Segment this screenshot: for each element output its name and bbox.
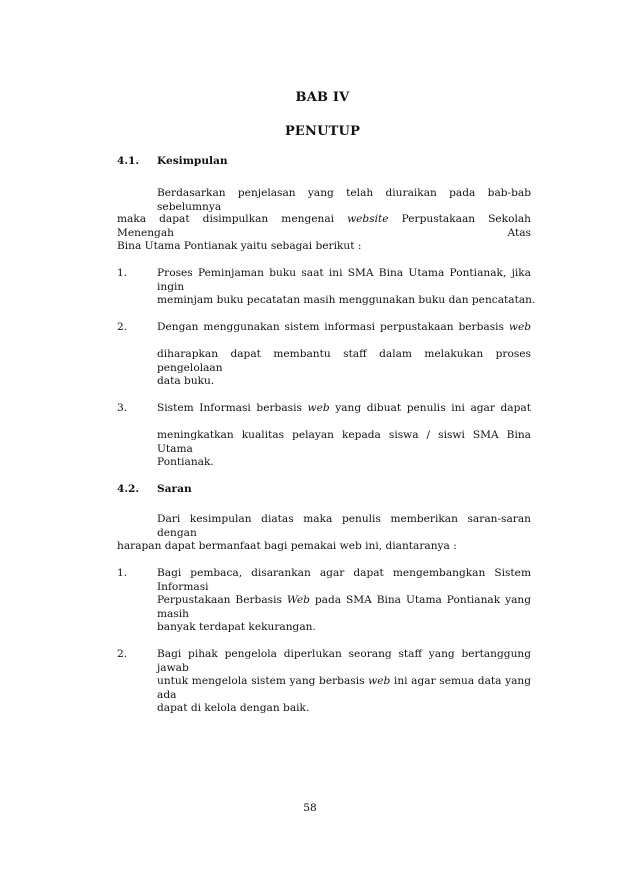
paragraph-line: Berdasarkan penjelasan yang telah diuraikan pada bab-bab sebelumnya	[157, 187, 531, 213]
list-item-line: untuk mengelola sistem yang berbasis web ini agar semua data yang ada	[157, 675, 531, 701]
list-item-line: Bagi pihak pengelola diperlukan seorang staff yang bertanggung jawab	[157, 648, 531, 674]
chapter-title: PENUTUP	[284, 124, 361, 139]
list-item-line: meningkatkan kualitas pelayan kepada siswa / siswi SMA Bina Utama	[157, 429, 531, 455]
list-item-line: Dengan menggunakan sistem informasi perpustakaan berbasis web	[157, 321, 531, 333]
list-number: 1.	[117, 267, 128, 279]
list-item-line: diharapkan dapat membantu staff dalam melakukan proses pengelolaan	[157, 348, 531, 374]
list-number: 2.	[117, 648, 128, 660]
section-title: Saran	[157, 483, 192, 495]
list-item-line: banyak terdapat kekurangan.	[157, 621, 316, 633]
list-item-line: Bagi pembaca, disarankan agar dapat mengembangkan Sistem Informasi	[157, 567, 531, 593]
list-item-line: Perpustakaan Berbasis Web pada SMA Bina Utama Pontianak yang masih	[157, 594, 532, 620]
section-number: 4.1.	[117, 155, 140, 167]
section-title: Kesimpulan	[157, 155, 228, 167]
list-number: 3.	[117, 402, 128, 414]
paragraph-line: Bina Utama Pontianak yaitu sebagai berikut :	[117, 240, 362, 252]
chapter-heading: BAB IV	[295, 90, 350, 105]
list-item-line: Proses Peminjaman buku saat ini SMA Bina Utama Pontianak, jika ingin	[157, 267, 531, 293]
paragraph-line: harapan dapat bermanfaat bagi pemakai web ini, diantaranya :	[117, 540, 457, 552]
list-item-line: dapat di kelola dengan baik.	[157, 702, 310, 714]
list-item-line: data buku.	[157, 375, 215, 387]
paragraph-line: maka dapat disimpulkan mengenai website Perpustakaan Sekolah Menengah Atas	[117, 213, 531, 239]
list-number: 1.	[117, 567, 128, 579]
list-item-line: meminjam buku pecatatan masih menggunakan buku dan pencatatan.	[157, 294, 536, 306]
section-number: 4.2.	[117, 483, 140, 495]
paragraph-line: Dari kesimpulan diatas maka penulis memberikan saran-saran dengan	[157, 513, 531, 539]
page-number: 58	[303, 802, 317, 814]
list-item-line: Pontianak.	[157, 456, 214, 468]
list-number: 2.	[117, 321, 128, 333]
list-item-line: Sistem Informasi berbasis web yang dibuat penulis ini agar dapat	[157, 402, 531, 414]
